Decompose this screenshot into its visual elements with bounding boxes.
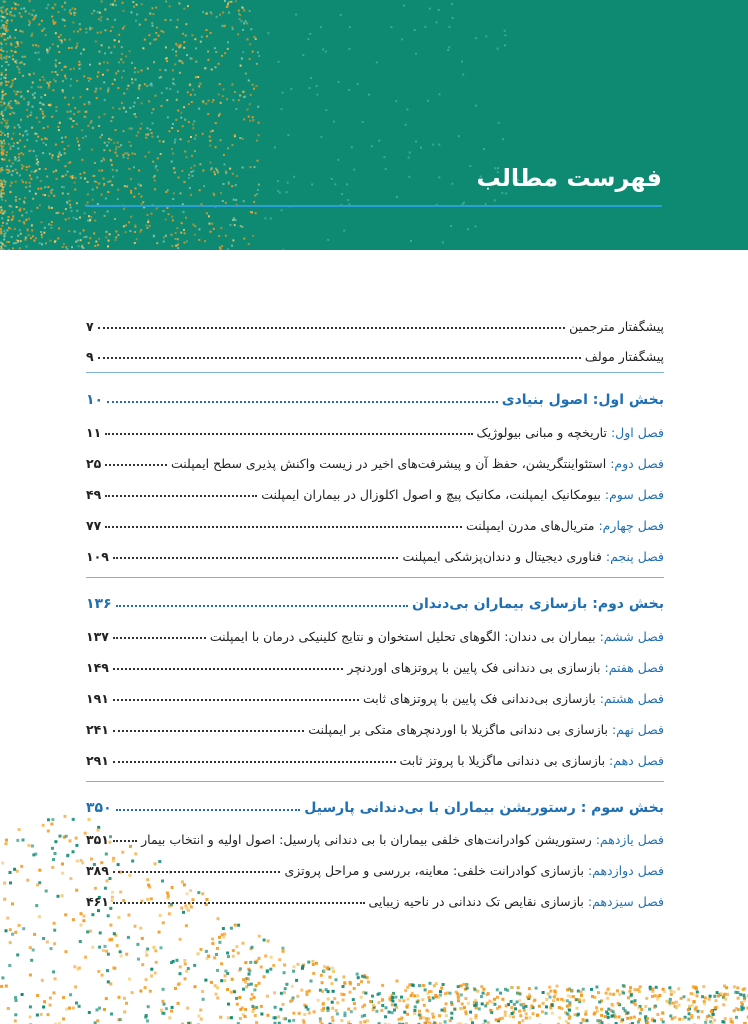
toc-chapter-7[interactable] <box>86 649 664 675</box>
toc-chapter-8[interactable] <box>86 680 664 706</box>
toc-chapter-13[interactable] <box>86 883 664 909</box>
chapter-prefix: فصل دهم: <box>609 753 664 768</box>
chapter-title: بازسازی بی دندانی ماگزیلا با پروتز ثابت <box>399 753 606 768</box>
toc-page: ۹ <box>86 349 94 364</box>
chapter-label <box>477 425 665 440</box>
chapter-prefix: فصل دوازدهم: <box>587 863 664 878</box>
toc-chapter-6[interactable] <box>86 618 664 644</box>
toc-chapter-5[interactable] <box>86 538 664 564</box>
chapter-label <box>466 518 664 533</box>
chapter-title: بازسازی بی دندانی ماگزیلا با اوردنچرهای متکی بر ایمپلنت <box>308 722 608 737</box>
chapter-page: ۳۸۹ <box>86 863 109 878</box>
leader-dots <box>105 433 472 435</box>
leader-dots <box>116 809 301 811</box>
toc-chapter-2[interactable] <box>86 445 664 471</box>
chapter-label <box>171 456 664 471</box>
chapter-label <box>210 629 664 644</box>
leader-dots <box>113 637 206 639</box>
title-underline <box>86 205 662 207</box>
chapter-title: رستوریشن کوادرانت‌های خلفی بیماران با بی دندانی پارسیل: اصول اولیه و انتخاب بیمار <box>141 832 592 847</box>
chapter-title: تاریخچه و مبانی بیولوژیک <box>476 425 607 440</box>
chapter-label <box>308 722 664 737</box>
toc-label: پیشگفتار مترجمین <box>569 319 664 334</box>
chapter-prefix: فصل اول: <box>610 425 664 440</box>
header-banner <box>0 0 748 250</box>
toc-part-3[interactable] <box>86 790 664 816</box>
chapter-page: ۷۷ <box>86 518 102 533</box>
toc-chapter-12[interactable] <box>86 852 664 878</box>
chapter-label <box>284 863 664 878</box>
chapter-label <box>347 660 664 675</box>
leader-dots <box>113 871 281 873</box>
divider <box>86 372 664 373</box>
chapter-title: متریال‌های مدرن ایمپلنت <box>465 518 595 533</box>
chapter-prefix: فصل یازدهم: <box>595 832 664 847</box>
leader-dots <box>113 730 304 732</box>
chapter-title: بازسازی بی‌دندانی فک پایین با پروتزهای ثابت <box>363 691 596 706</box>
toc-label: پیشگفتار مولف <box>584 349 664 364</box>
chapter-prefix: فصل ششم: <box>599 629 664 644</box>
chapter-title: بیماران بی دندان: الگوهای تحلیل استخوان و نتایج کلینیکی درمان با ایمپلنت <box>209 629 596 644</box>
part-page: ۱۳۶ <box>86 596 112 612</box>
divider <box>86 577 664 578</box>
chapter-label <box>400 753 665 768</box>
toc-page: ۷ <box>86 319 94 334</box>
chapter-prefix: فصل سیزدهم: <box>587 894 664 909</box>
toc-chapter-3[interactable] <box>86 476 664 502</box>
leader-dots <box>105 464 167 466</box>
page-title: فهرست مطالب <box>476 164 662 192</box>
chapter-page: ۲۴۱ <box>86 722 109 737</box>
leader-dots <box>98 327 566 329</box>
chapter-page: ۴۶۱ <box>86 894 109 909</box>
chapter-title: فناوری دیجیتال و دندان‌پزشکی ایمپلنت <box>402 549 602 564</box>
chapter-page: ۴۹ <box>86 487 102 502</box>
speckle-decoration <box>0 0 748 250</box>
chapter-title: بازسازی نقایص تک دندانی در ناحیه زیبایی <box>368 894 584 909</box>
chapter-label <box>402 549 664 564</box>
leader-dots <box>113 668 343 670</box>
part-label: بخش اول: اصول بنیادی <box>501 392 664 408</box>
chapter-label <box>363 691 664 706</box>
part-label: بخش دوم: بازسازی بیماران بی‌دندان <box>412 596 664 612</box>
leader-dots <box>113 761 396 763</box>
chapter-page: ۲۵ <box>86 456 102 471</box>
chapter-page: ۱۹۱ <box>86 691 109 706</box>
chapter-title: استئواینتگریشن، حفظ آن و پیشرفت‌های اخیر در زیست واکنش پذیری سطح ایمپلنت <box>171 456 607 471</box>
leader-dots <box>113 699 359 701</box>
toc-row-preface-author[interactable] <box>86 338 664 364</box>
leader-dots <box>98 357 581 359</box>
chapter-page: ۱۱ <box>86 425 102 440</box>
chapter-prefix: فصل پنجم: <box>605 549 664 564</box>
toc-part-2[interactable] <box>86 586 664 612</box>
chapter-prefix: فصل هفتم: <box>604 660 664 675</box>
chapter-label <box>369 894 664 909</box>
chapter-label <box>141 832 664 847</box>
chapter-prefix: فصل هشتم: <box>599 691 664 706</box>
toc-chapter-1[interactable] <box>86 414 664 440</box>
chapter-title: بازسازی کوادرانت خلفی: معاینه، بررسی و مراحل پروتزی <box>284 863 584 878</box>
chapter-title: بیومکانیک ایمپلنت، مکانیک پیچ و اصول اکلوزال در بیماران ایمپلنت <box>261 487 601 502</box>
part-page: ۳۵۰ <box>86 800 112 816</box>
chapter-page: ۱۳۷ <box>86 629 109 644</box>
leader-dots <box>113 840 137 842</box>
toc-row-preface-translators[interactable] <box>86 308 664 334</box>
chapter-prefix: فصل نهم: <box>611 722 664 737</box>
chapter-page: ۳۵۱ <box>86 832 109 847</box>
toc-part-1[interactable] <box>86 382 664 408</box>
leader-dots <box>105 495 257 497</box>
leader-dots <box>107 401 498 403</box>
leader-dots <box>105 526 462 528</box>
chapter-page: ۱۰۹ <box>86 549 109 564</box>
chapter-page: ۲۹۱ <box>86 753 109 768</box>
chapter-page: ۱۴۹ <box>86 660 109 675</box>
toc-chapter-11[interactable] <box>86 821 664 847</box>
toc-chapter-9[interactable] <box>86 711 664 737</box>
leader-dots <box>116 605 408 607</box>
chapter-prefix: فصل دوم: <box>610 456 664 471</box>
chapter-prefix: فصل سوم: <box>604 487 664 502</box>
leader-dots <box>113 557 399 559</box>
part-page: ۱۰ <box>86 392 104 408</box>
toc-chapter-4[interactable] <box>86 507 664 533</box>
chapter-label <box>261 487 664 502</box>
leader-dots <box>113 902 365 904</box>
divider <box>86 781 664 782</box>
chapter-title: بازسازی بی دندانی فک پایین با پروتزهای اوردنچر <box>347 660 601 675</box>
part-label: بخش سوم : رستوریشن بیماران با بی‌دندانی پارسیل <box>304 800 664 816</box>
chapter-prefix: فصل چهارم: <box>598 518 664 533</box>
toc-chapter-10[interactable] <box>86 742 664 768</box>
